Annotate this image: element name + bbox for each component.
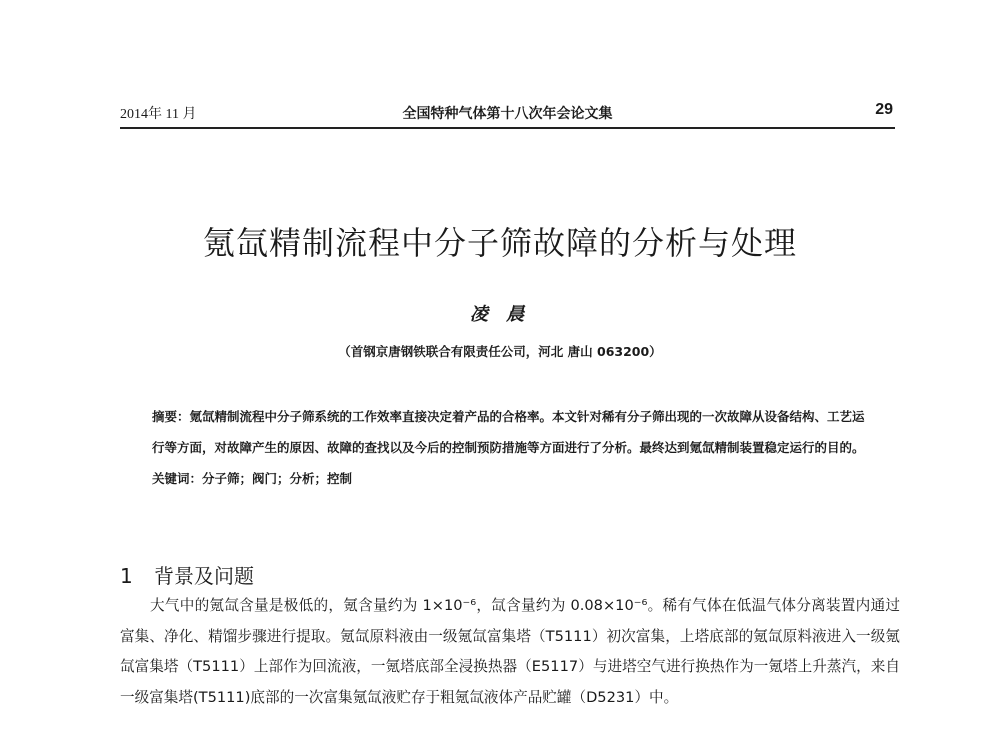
body-paragraph: 大气中的氪氙含量是极低的，氪含量约为 1×10⁻⁶，氙含量约为 0.08×10⁻⁶。稀有气体在低温气体分离装置内通过富集、净化、精馏步骤进行提取。氪氙原料液由一级氪氙富集塔（T5111）初次富集，上塔底部的氪氙原料液进入一级氪氙富集塔（T5111）上部作为回流液，一氪塔底部全浸换热器（E5117）与进塔空气进行换热作为一氪塔上升蒸汽，来自一级富集塔(T5111)底部的一次富集氪氙液贮存于粗氪氙液体产品贮罐（D5231）中。: [120, 597, 900, 706]
page-number: 29: [875, 101, 893, 118]
running-header: [120, 103, 895, 129]
author-affiliation: （首钢京唐钢铁联合有限责任公司，河北 唐山 063200）: [338, 344, 662, 359]
section-title: 背景及问题: [154, 564, 254, 588]
article-author: 凌 晨: [469, 304, 531, 325]
journal-name: 全国特种气体第十八次年会论文集: [402, 106, 613, 122]
issue-date: 2014年 11 月: [120, 107, 197, 122]
section-body: [120, 591, 900, 713]
keywords: 关键词：分子筛；阀门；分析；控制: [152, 471, 353, 486]
article-title: 氪氙精制流程中分子筛故障的分析与处理: [202, 224, 797, 262]
section-number: 1: [120, 564, 133, 588]
section-heading: [120, 560, 254, 589]
abstract-text: 摘要：氪氙精制流程中分子筛系统的工作效率直接决定着产品的合格率。本文针对稀有分子筛出现的一次故障从设备结构、工艺运行等方面，对故障产生的原因、故障的查找以及今后的控制预防措施等方面进行了分析。最终达到氪氙精制装置稳定运行的目的。: [152, 409, 865, 455]
abstract-block: [152, 401, 872, 494]
